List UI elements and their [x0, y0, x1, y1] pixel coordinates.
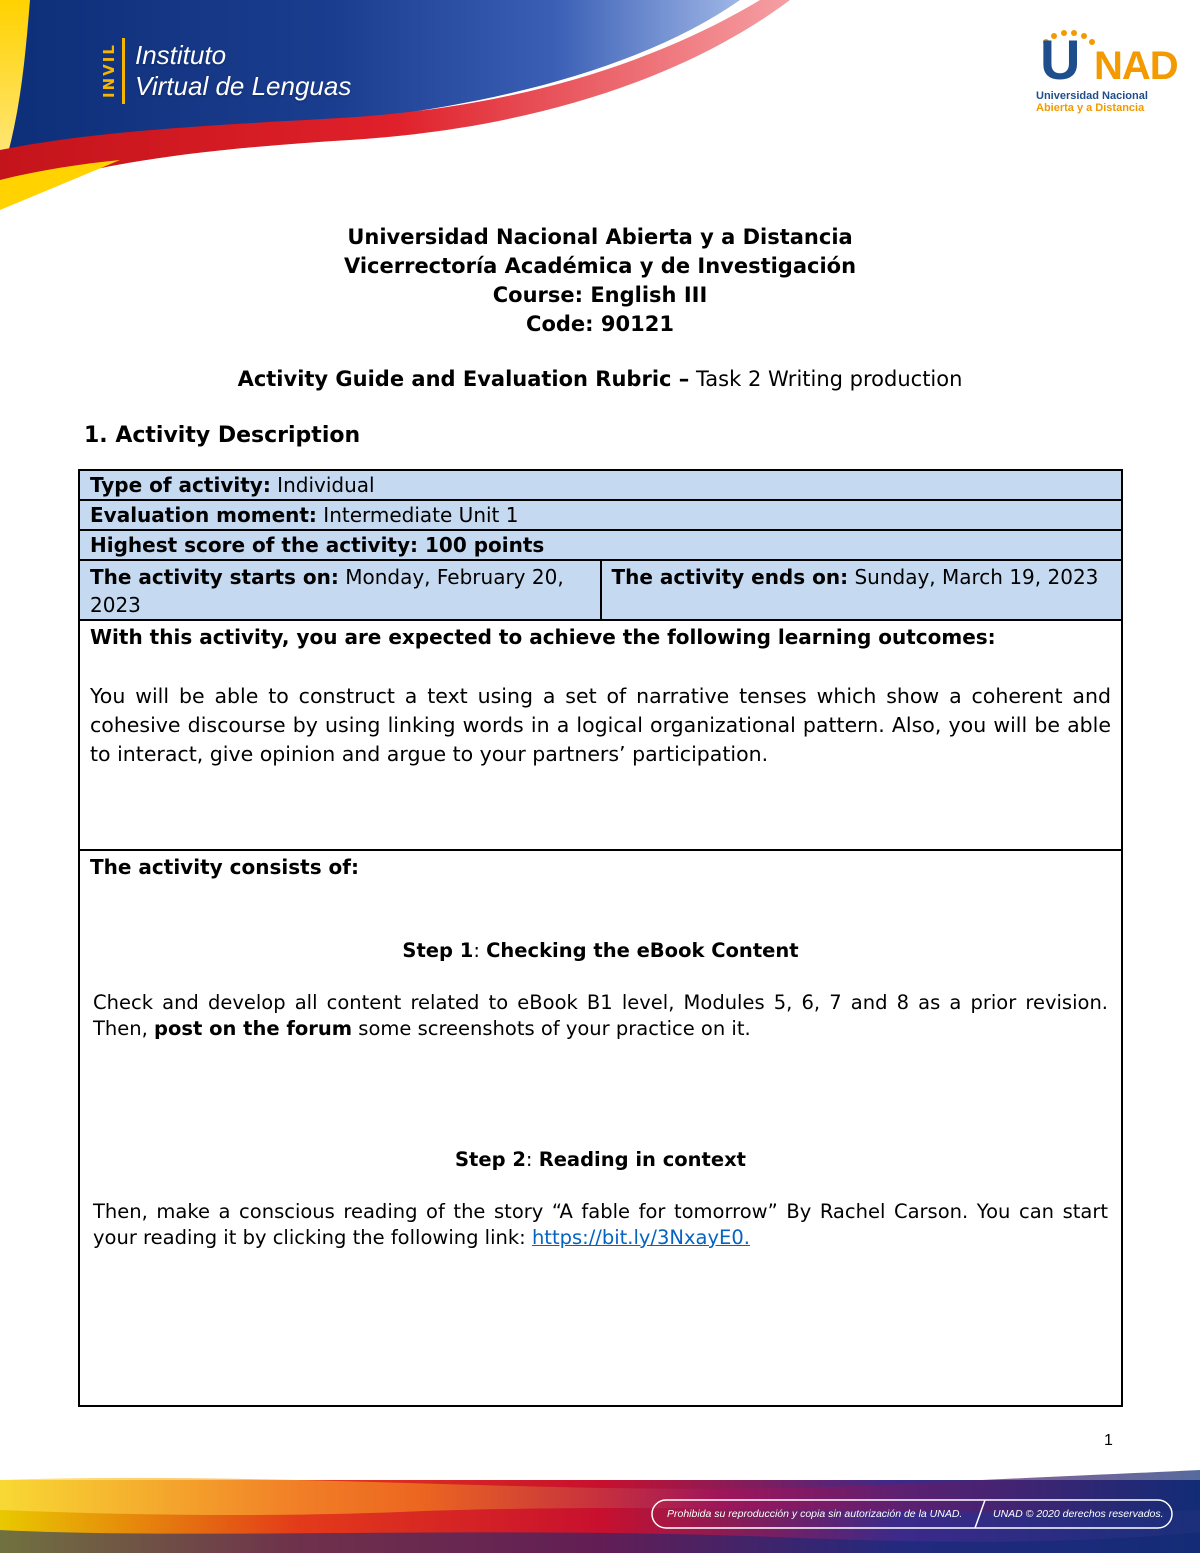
header-banner	[0, 0, 1200, 230]
start-date-cell	[79, 560, 601, 620]
step1-text-part2: some screenshots of your practice on it.	[352, 1017, 751, 1040]
step1-heading: Checking the eBook Content	[486, 939, 799, 962]
step1-text-bold: post on the forum	[154, 1017, 353, 1040]
outcomes-title: With this activity, you are expected to achieve the following learning outcomes:	[90, 625, 996, 649]
highest-score-cell	[79, 530, 1122, 560]
step1-text	[90, 990, 1111, 1042]
step2-title	[90, 1147, 1111, 1173]
step2-number: Step 2	[454, 1148, 526, 1171]
section-heading: 1. Activity Description	[84, 423, 361, 448]
activity-consists-cell	[79, 850, 1122, 1406]
university-name: Universidad Nacional Abierta y a Distancia	[347, 225, 853, 249]
ends-label: The activity ends on:	[611, 565, 849, 589]
step1-text-part1: Check and develop all content related to eBook B1 level, Modules 5, 6, 7 and 8 as a prior revision. Then,	[93, 991, 1108, 1040]
ivl-logo-vertical-text: INVIL	[100, 38, 125, 104]
page-number: 1	[1104, 1432, 1113, 1449]
ivl-logo-line2: Virtual de Lenguas	[135, 71, 352, 101]
moment-label: Evaluation moment:	[90, 503, 317, 527]
ends-value: Sunday, March 19, 2023	[848, 565, 1099, 589]
starts-label: The activity starts on:	[90, 565, 339, 589]
step1-number: Step 1	[402, 939, 474, 962]
outcomes-text: You will be able to construct a text using a set of narrative tenses which show a coherent and cohesive discourse by using linking words in a logical organizational pattern. Also, you will be able to interact, give opinion and argue to your partners’ participation.	[90, 684, 1111, 766]
unad-logo: U NAD Universidad Nacional Abierta y a Distancia	[1036, 28, 1178, 114]
type-value: Individual	[270, 473, 375, 497]
end-date-cell	[601, 560, 1123, 620]
ivl-logo-line1: Instituto	[135, 40, 227, 70]
step2-colon: :	[525, 1148, 539, 1171]
score-label: Highest score of the activity: 100 points	[90, 533, 545, 557]
document-title-block	[0, 223, 1200, 339]
type-of-activity-cell	[79, 470, 1122, 500]
course-name: Course: English III	[492, 283, 708, 307]
moment-value: Intermediate Unit 1	[316, 503, 519, 527]
step2-heading: Reading in context	[538, 1148, 746, 1171]
story-link[interactable]: https://bit.ly/3NxayE0.	[531, 1226, 750, 1249]
activity-guide-title	[0, 367, 1200, 391]
ivl-logo	[100, 38, 351, 104]
step2-text-part1: Then, make a conscious reading of the story “A fable for tomorrow” By Rachel Carson. You can start your reading it by clicking the following link:	[93, 1200, 1108, 1249]
course-code: Code: 90121	[526, 312, 674, 336]
learning-outcomes-cell	[79, 620, 1122, 850]
vice-rectory: Vicerrectoría Académica y de Investigación	[343, 254, 857, 278]
unad-subtitle-2: Abierta y a Distancia	[1036, 102, 1145, 114]
step2-text	[90, 1199, 1111, 1251]
starts-value: Monday, February 20, 2023	[90, 565, 564, 617]
activity-description-table	[78, 469, 1123, 1407]
evaluation-moment-cell	[79, 500, 1122, 530]
footer-rights: UNAD © 2020 derechos reservados.	[993, 1508, 1164, 1520]
unad-subtitle-1: Universidad Nacional	[1036, 90, 1148, 102]
type-label: Type of activity:	[90, 473, 271, 497]
consists-title: The activity consists of:	[90, 855, 359, 879]
footer-copyright-notice: Prohibida su reproducción y copia sin autorización de la UNAD.	[667, 1508, 963, 1520]
step1-colon: :	[473, 939, 487, 962]
step1-title	[90, 938, 1111, 964]
activity-guide-task: Task 2 Writing production	[689, 367, 963, 391]
activity-guide-bold: Activity Guide and Evaluation Rubric –	[237, 367, 690, 391]
